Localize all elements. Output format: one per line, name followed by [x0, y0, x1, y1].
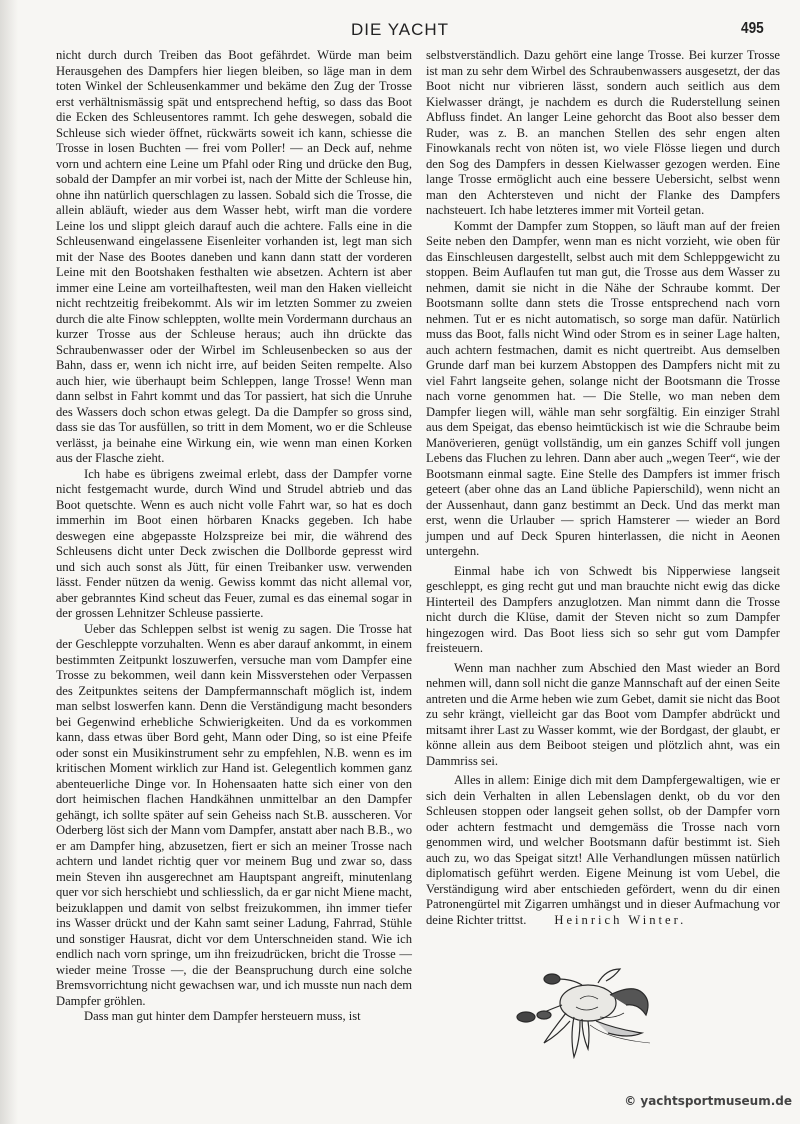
left-column	[56, 48, 412, 1025]
crab-icon	[510, 955, 680, 1075]
paragraph: Wenn man nachher zum Abschied den Mast wieder an Bord nehmen will, dann soll nicht die ganze Mannschaft auf der einen Seite antreten und die Arme heben wie zum Gebet, damit sie nicht das Boot zu sehr krängt, vielleicht gar das Boot vom Dampfer abdrückt und mitsamt ihrer Last zu Wasser kommt, wie der Bordgast, der glaubt, er könne allein aus dem Beiboot steigen und plötzlich ahnt, was ein Dammriss sei.	[426, 660, 780, 768]
paragraph: Dass man gut hinter dem Dampfer hersteuern muss, ist	[84, 1009, 361, 1023]
copyright-watermark: © yachtsportmuseum.de	[624, 1094, 792, 1108]
running-title: DIE YACHT	[350, 20, 450, 39]
paragraph: Einmal habe ich von Schwedt bis Nipperwiese langseit geschleppt, es ging recht gut und man brauchte nicht ewig das dicke Hinterteil des Dampfers anzuglotzen. Man nimmt dann die Trosse nicht durch die Klüse, damit der Steven nicht so zum Dampfer hingezogen wird. Das Boot liess sich so sehr gut vom Dampfer freisteuern.	[426, 563, 780, 655]
crab-illustration	[510, 955, 680, 1075]
closing-text: Alles in allem: Einige dich mit dem Dampfergewaltigen, wie er sich dein Verhalten in allen Lebenslagen denkt, ob du vor den Schleusen stoppen oder langseit gehen sollst, ob der Dampfer vorn oder achtern festmacht und demgemäss die Trosse nach vorn genommen wird, und welcher Bootsmann dafür bestimmt ist. Sieh auch zu, wo das Speigat sitzt! Alle Verhandlungen müssen natürlich diplomatisch geführt werden. Eigene Meinung ist vom Uebel, die Verständigung wird aber entschieden gefördert, wenn du dir einen Patronengürtel mit Zigarren umhängst und in dieser Aufmachung vor deine Richter trittst.	[426, 773, 780, 927]
page-edge-shadow	[0, 0, 18, 1124]
paragraph: Ueber das Schleppen selbst ist wenig zu sagen. Die Trosse hat der Geschleppte vorzuhalten. Wenn es aber darauf ankommt, in einem bestimmten Zeitpunkt loszuwerfen, versuche man vom Dampfer eine Trosse zu bekommen, weil dann kein Missverstehen oder Verpassen des Zeitpunktes seitens der Dampfermannschaft möglich ist, indem man selbst loswerfen kann. Denn die Verständigung macht besonders bei Gegenwind erhebliche Schwierigkeiten. Und da es vorkommen kann, dass etwas über Bord geht, Mann oder Ding, so ist eine Pfeife oder sonst ein Musikinstrument sehr zu empfehlen, N.B. wenn es im kritischen Moment wirklich zur Hand ist. Gelegentlich kommen ganz abenteuerliche Dinge vor. In Hohensaaten hatte sich einer von den dort heimischen flachen Handkähnen unmittelbar an den Dampfer gehängt, ich sollte später auf sein Geheiss nach St.B. ausscheren. Vor Oderberg löst sich der Mann vom Dampfer, anstatt aber nach B.B., wo er am Dampfer hing, abzusetzen, fiert er sich an meiner Trosse nach achtern und landet richtig quer vor meinem Bug und zwar so, dass mein Steven ihn ausgerechnet am Hauptspant angreift, minutenlang quer vor sich herschiebt und schliesslich, da er gar nicht Miene macht, beizuklappen und damit von selbst freizukommen, ihn immer tiefer ins Wasser drückt und der Kahn samt seiner Ladung, Fahrrad, Stühle und sonstiger Hausrat, dicht vor dem Unterschneiden stand. Wie ich endlich nach vorn springe, um ihn freizudrücken, bricht die Trosse — wieder meine Trosse —, die der Beanspruchung durch eine solche Bremsvorrichtung nicht gewachsen war, und ich musste nun nach dem Dampfer gröhlen.	[56, 621, 412, 1008]
paragraph-closing	[426, 773, 780, 928]
paragraph: selbstverständlich. Dazu gehört eine lange Trosse. Bei kurzer Trosse ist man zu sehr dem Wirbel des Schraubenwassers ausgesetzt, der das Boot nicht nur vibrieren lässt, sondern auch seitlich aus dem Kielwasser drängt, je nachdem es durch die Ruderstellung seinen Abfluss findet. An langer Leine gehorcht das Boot also besser dem Ruder, was z. B. an manchen Stellen des sehr engen alten Finowkanals recht von nöten ist, wo viele Flösse liegen und durch den Sog des Dampfers in dessen Kielwasser gezogen werden. Eine lange Trosse ermöglicht auch eine bessere Uebersicht, selbst wenn man den Achtersteven und nicht der Flanke des Dampfers nachsteuert. Ich habe letzteres immer mit Vorteil getan.	[426, 48, 780, 217]
right-column	[426, 48, 780, 928]
paragraph: Ich habe es übrigens zweimal erlebt, dass der Dampfer vorne nicht festgemacht wurde, durch Wind und Strudel abtrieb und das Boot quetschte. Wenn es auch nicht volle Fahrt war, so hat es doch immerhin im Boot einen hörbaren Knacks gegeben. Ich habe deswegen eine abgepasste Holzspreize bei mir, die während des Schleusens dicht unter Deck zwischen die Dollborde gepresst wird und sich auch sonst als Jütt, für einen Treibanker usw. verwenden lässt. Fender nützen da wenig. Gewiss kommt das nicht allemal vor, aber gebranntes Kind scheut das Feuer, zumal es das einemal sogar in der grossen Lehnitzer Schleuse passierte.	[56, 466, 412, 620]
page-number: 495	[741, 20, 764, 37]
author-signature: Heinrich Winter.	[554, 912, 687, 927]
paragraph: Kommt der Dampfer zum Stoppen, so läuft man auf der freien Seite neben den Dampfer, wenn man es nicht vorzieht, wie oben für das Einschleusen dargestellt, selbst auch mit dem Schleppgewicht zu stoppen. Beim Auflaufen tut man gut, die Trosse aus dem Wasser zu nehmen, damit sie nicht in die Nähe der Schraube kommt. Der Bootsmann sollte dann stets die Trosse entsprechend nach vorn nehmen. Tut er es nicht automatisch, so sorge man dafür. Natürlich muss das Boot, falls nicht Wind oder Strom es in seiner Lage halten, auch achtern festmachen, damit es nicht quertreibt. Aus demselben Grunde darf man bei kurzem Abstoppen des Dampfers nicht mit zu viel Fahrt langseite gehen, solange nicht der Bootsmann die Trosse nach vorne genommen hat. — Die Stelle, wo man neben dem Dampfer liegen will, wähle man sehr sorgfältig. Ein einziger Strahl aus dem Speigat, das ebenso heimtückisch ist wie die Schraube beim Manöverieren, genügt vollständig, um ein ganzes Schiff voll jungen Lebens das Fluchen zu lehren. Dann aber auch „wegen Teer“, wie der Bootsmann einmal sagte. Eine Stelle des Dampfers ist immer frisch geteert (aber ohne das an Land übliche Papierschild), wenn nicht an der Aussenhaut, dann ganz bestimmt an Deck. Und das merkt man erst, wenn die Urlauber — sprich Hamsterer — wieder an Bord jumpen und auf Deck Spuren hinterlassen, die nicht in Aeonen untergehn.	[426, 218, 780, 558]
paragraph: nicht durch durch Treiben das Boot gefährdet. Würde man beim Herausgehen des Dampfers hier liegen bleiben, so läge man in dem toten Winkel der Schleusenkammer und bekäme den Zug der Trosse erst verhältnismässig spät und entsprechend heftig, so dass das Boot die Ecken des Schleusentores rammt. Ich gehe deswegen, sobald die Schleuse sich wieder öffnet, rückwärts soweit ich kann, schiesse die Trosse in losen Buchten — frei vom Poller! — an Deck auf, nehme vorn und achtern eine Leine um Pfahl oder Ring und drücke den Bug, sobald der Dampfer an mir vorbei ist, nach der Mitte der Schleuse hin, ohne ihn natürlich querschlagen zu lassen. Sobald sich die Trosse, die allein abläuft, wieder aus dem Wasser hebt, wirft man die vordere Leine los und slippt gleich darauf auch die achtere. Falls eine in die Schleusenwand eingelassene Eisenleiter vorhanden ist, legt man sich mit der Nase des Bootes daneben und kann dann statt der vorderen Leine mit den Bootshaken festhalten wie absetzen. Achtern ist aber immer eine Leine am vorteilhaftesten, weil man den Haken vielleicht nicht rechtzeitig freibekommt. Als wir im letzten Sommer zu zweien durch die alte Finow schleppten, wollte mein Vordermann durchaus an kurzer Trosse aus der Schleuse heraus; auch ihn drückte das Schraubenwasser oder der Wirbel im Schleusenbecken so aus der Bahn, dass er, wenn ich nicht irre, auf beiden Seiten rempelte. Also auch hier, wie überhaupt beim Schleppen, lange Trosse! Wenn man dann selbst in Fahrt kommt und das Tor passiert, hat sich die Unruhe des Wassers doch schon etwas gelegt. Da die Dampfer so gross sind, dass sie das Tor ausfüllen, so tritt in dem Moment, wo er die Schleuse verlässt, ja beinahe eine Wirkung ein, wie wenn man einen Korken aus der Flasche zieht.	[56, 48, 412, 465]
